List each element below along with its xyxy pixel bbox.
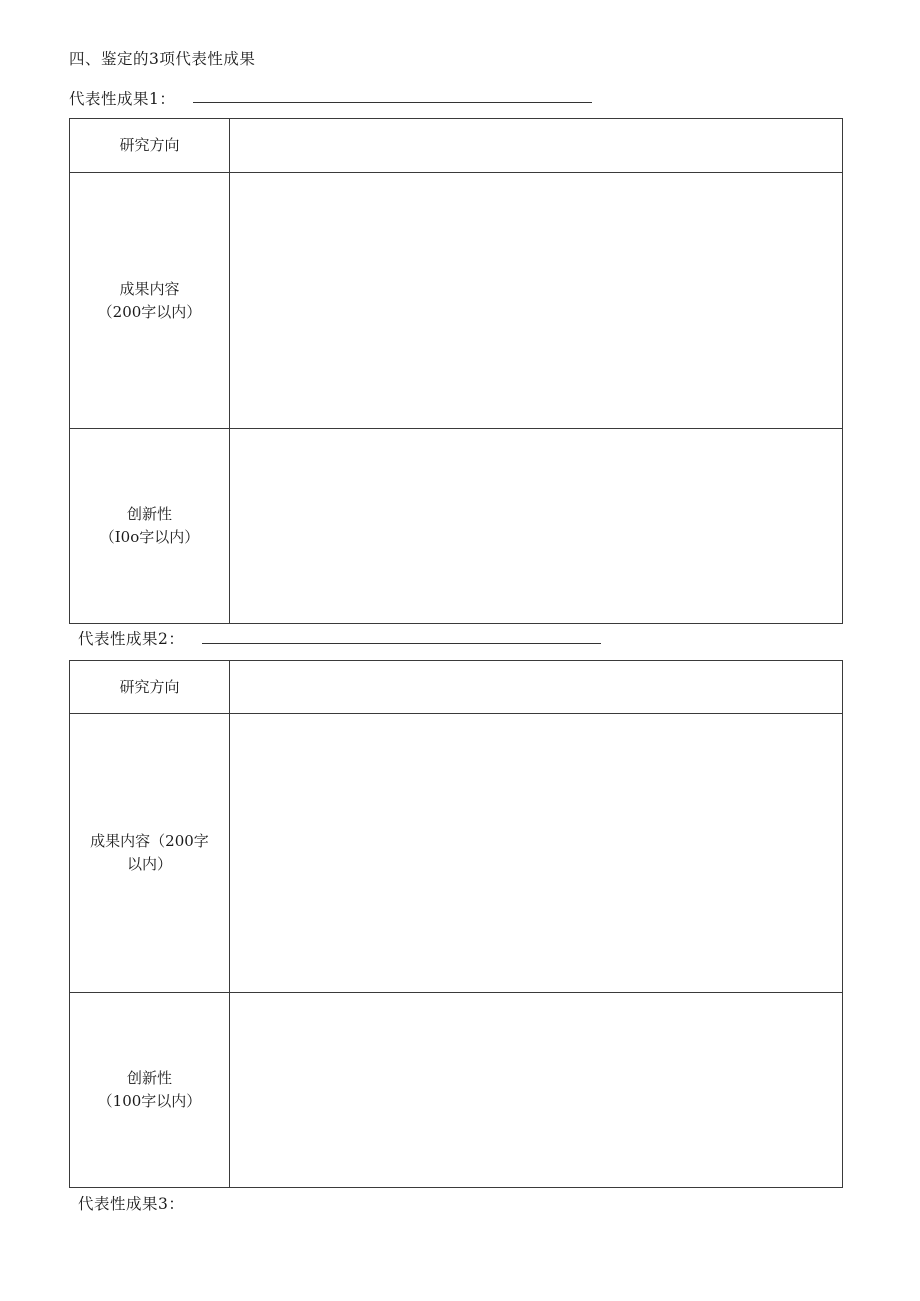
content-label (70, 173, 230, 429)
innovation-label-line-1: 创新性 (126, 1069, 172, 1087)
result-3-label: 代表性成果3： (78, 1195, 185, 1213)
innovation-label (70, 993, 230, 1188)
result-1-label: 代表性成果1： (69, 90, 176, 108)
table-row (70, 119, 843, 173)
result-2-title-field[interactable] (202, 643, 601, 644)
content-field[interactable] (230, 173, 843, 429)
innovation-field[interactable] (230, 429, 843, 624)
content-field[interactable] (230, 714, 843, 993)
innovation-label (70, 429, 230, 624)
content-label-line-1: 成果内容 (119, 279, 180, 298)
result-1-table (69, 118, 843, 624)
section-heading: 四、鉴定的3项代表性成果 (69, 50, 256, 68)
table-row (70, 661, 843, 714)
direction-label-text: 研究方向 (119, 136, 180, 154)
table-row (70, 173, 843, 429)
result-2-label: 代表性成果2： (78, 630, 185, 648)
result-2-table (69, 660, 843, 1188)
innovation-field[interactable] (230, 993, 843, 1188)
content-label-line-2: 以内） (126, 855, 172, 873)
direction-field[interactable] (230, 119, 843, 173)
content-label-line-1: 成果内容（200字 (90, 832, 209, 850)
direction-field[interactable] (230, 661, 843, 714)
direction-label (70, 661, 230, 714)
content-label-line-2: （200字以内） (97, 302, 202, 321)
direction-label-text: 研究方向 (119, 677, 180, 696)
innovation-label-line-1: 创新性 (126, 505, 172, 523)
innovation-label-line-2: （100字以内） (97, 1092, 202, 1110)
result-1-title-field[interactable] (193, 102, 592, 103)
table-row (70, 993, 843, 1188)
content-label (70, 714, 230, 993)
innovation-label-line-2: （I0o字以内） (99, 528, 200, 546)
direction-label (70, 119, 230, 173)
table-row (70, 714, 843, 993)
table-row (70, 429, 843, 624)
